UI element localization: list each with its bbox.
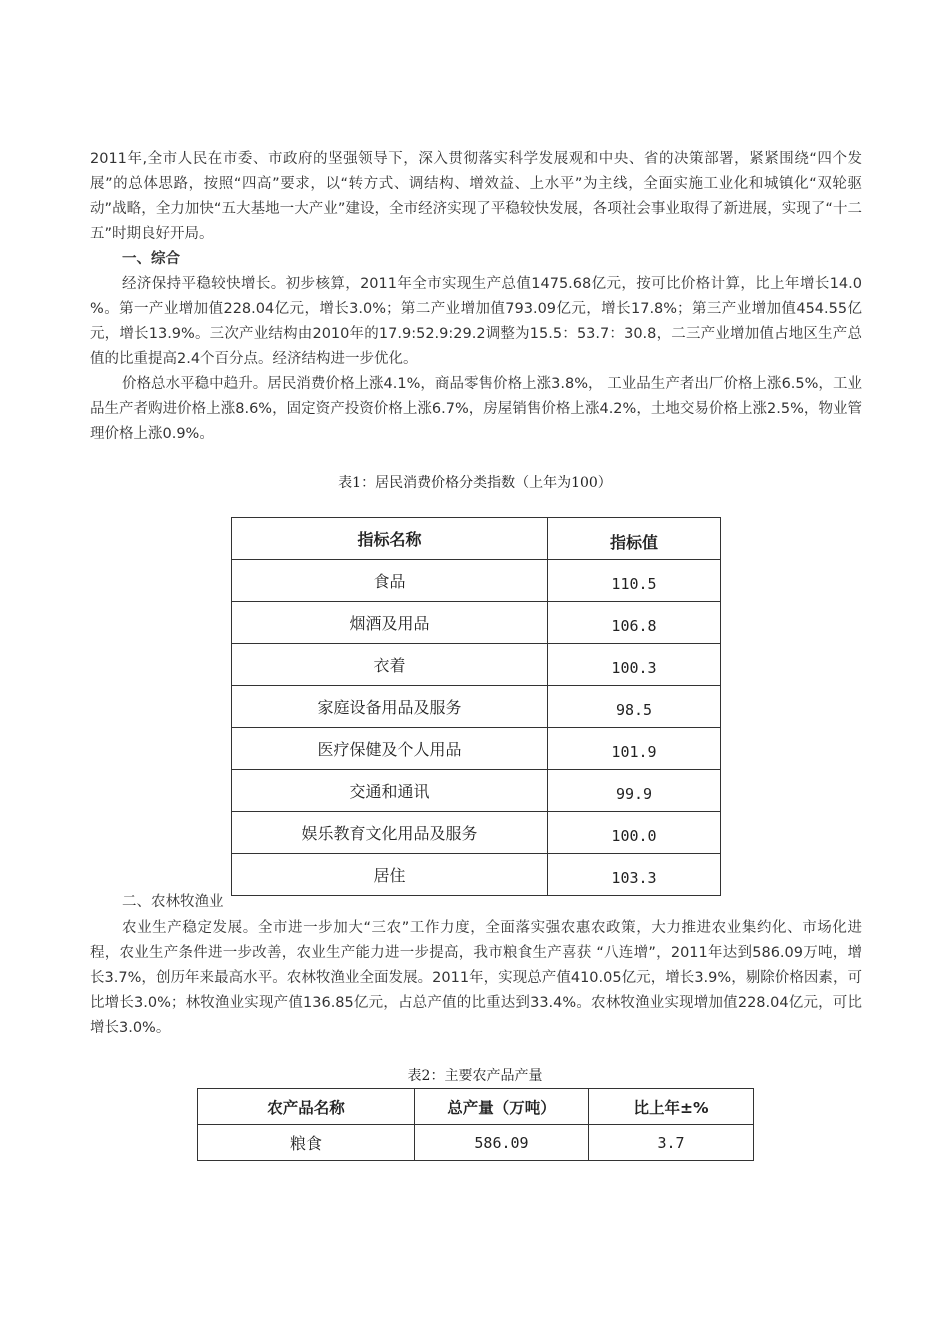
table-row xyxy=(232,560,721,602)
table-cell-value: 586.09 xyxy=(415,1125,589,1161)
table-row xyxy=(232,854,721,896)
intro-paragraph: 2011年,全市人民在市委、市政府的坚强领导下，深入贯彻落实科学发展观和中央、省的决策部署，紧紧围绕“四个发展”的总体思路，按照“四高”要求，以“转方式、调结构、增效益、上水平”为主线，全面实施工业化和城镇化“双轮驱动”战略，全力加快“五大基地一大产业”建设，全市经济实现了平稳较快发展，各项社会事业取得了新进展，实现了“十二五”时期良好开局。 xyxy=(90,151,862,242)
table-row xyxy=(232,728,721,770)
table1-cpi-index xyxy=(231,517,721,896)
table-cell-name: 粮食 xyxy=(198,1125,415,1161)
section1-paragraph-1: 经济保持平稳较快增长。初步核算，2011年全市实现生产总值1475.68亿元，按可比价格计算，比上年增长14.0 %。第一产业增加值228.04亿元，增长3.0%；第二产业增加值793.09亿元，增长17.8%；第三产业增加值454.55亿元，增长13.9%。三次产业结构由2010年的17.9:52.9:29.2调整为15.5：53.7：30.8，二三产业增加值占地区生产总值的比重提高2.4个百分点。经济结构进一步优化。 xyxy=(90,276,862,367)
table-header-cell: 总产量（万吨） xyxy=(415,1089,589,1125)
table-cell-name: 烟酒及用品 xyxy=(232,602,548,644)
section1-heading: 一、综合 xyxy=(122,251,180,267)
table-row xyxy=(232,644,721,686)
table-row xyxy=(232,812,721,854)
table-header-row xyxy=(198,1089,754,1125)
table-header-cell: 比上年±% xyxy=(589,1089,754,1125)
table-cell-name: 交通和通讯 xyxy=(232,770,548,812)
table-cell-value: 3.7 xyxy=(589,1125,754,1161)
table-header-cell: 指标名称 xyxy=(232,518,548,560)
table-row xyxy=(232,686,721,728)
table1-caption: 表1：居民消费价格分类指数（上年为100） xyxy=(338,475,612,491)
table-cell-value: 100.0 xyxy=(548,812,721,854)
table-cell-name: 居住 xyxy=(232,854,548,896)
table-header-cell: 农产品名称 xyxy=(198,1089,415,1125)
table-cell-value: 100.3 xyxy=(548,644,721,686)
section2-heading: 二、农林牧渔业 xyxy=(122,894,224,910)
table-cell-name: 娱乐教育文化用品及服务 xyxy=(232,812,548,854)
table-header-row xyxy=(232,518,721,560)
table2-agri-output xyxy=(197,1088,754,1161)
table-cell-value: 99.9 xyxy=(548,770,721,812)
table-cell-name: 医疗保健及个人用品 xyxy=(232,728,548,770)
section2-paragraph-1: 农业生产稳定发展。全市进一步加大“三农”工作力度，全面落实强农惠农政策，大力推进农业集约化、市场化进程，农业生产条件进一步改善，农业生产能力进一步提高，我市粮食生产喜获 “八连增”，2011年达到586.09万吨，增长3.7%，创历年来最高水平。农林牧渔业全面发展。2011年，实现总产值410.05亿元，增长3.9%，剔除价格因素，可比增长3.0%；林牧渔业实现产值136.85亿元，占总产值的比重达到33.4%。农林牧渔业实现增加值228.04亿元，可比增长3.0%。 xyxy=(90,920,862,1036)
table-row xyxy=(232,602,721,644)
table-cell-value: 106.8 xyxy=(548,602,721,644)
table2-caption: 表2：主要农产品产量 xyxy=(407,1068,543,1084)
table-row xyxy=(198,1125,754,1161)
table-cell-value: 103.3 xyxy=(548,854,721,896)
table-header-cell: 指标值 xyxy=(548,518,721,560)
table-cell-name: 家庭设备用品及服务 xyxy=(232,686,548,728)
section1-paragraph-2: 价格总水平稳中趋升。居民消费价格上涨4.1%，商品零售价格上涨3.8%， 工业品生产者出厂价格上涨6.5%，工业品生产者购进价格上涨8.6%，固定资产投资价格上涨6.7%，房屋销售价格上涨4.2%，土地交易价格上涨2.5%，物业管理价格上涨0.9%。 xyxy=(90,376,862,442)
table-row xyxy=(232,770,721,812)
table-cell-name: 食品 xyxy=(232,560,548,602)
table-cell-value: 98.5 xyxy=(548,686,721,728)
table-cell-name: 衣着 xyxy=(232,644,548,686)
table-cell-value: 110.5 xyxy=(548,560,721,602)
table-cell-value: 101.9 xyxy=(548,728,721,770)
